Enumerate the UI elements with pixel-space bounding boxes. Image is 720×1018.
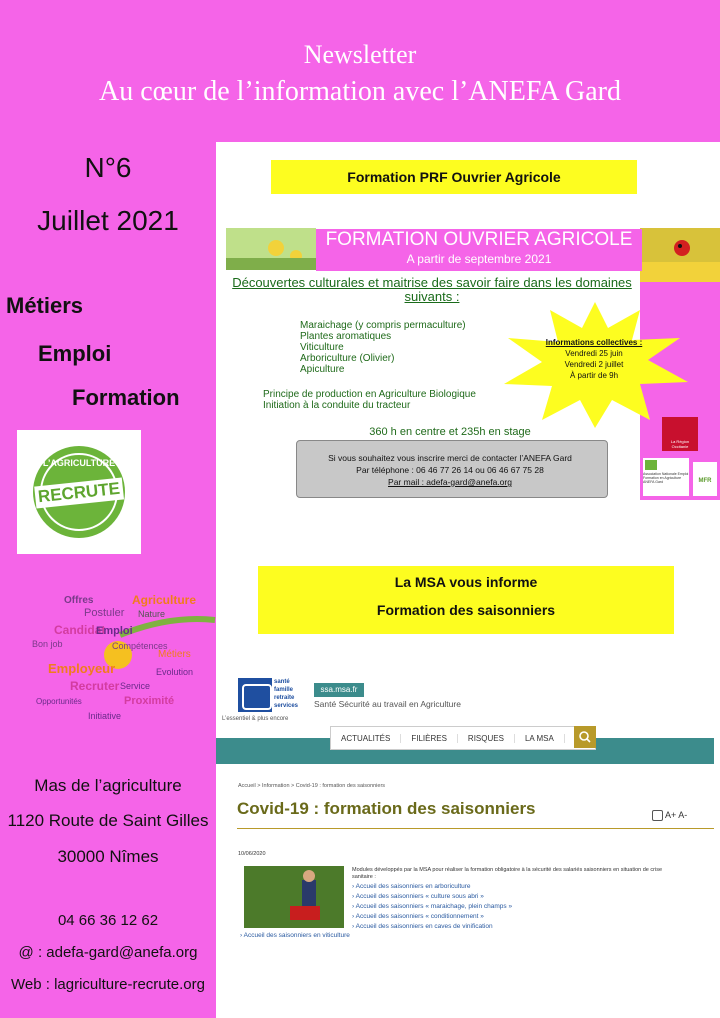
newsletter-subtitle: Au cœur de l’information avec l’ANEFA Gard xyxy=(99,76,621,107)
word-offres: Offres xyxy=(64,595,94,606)
principe-item: Initiation à la conduite du tracteur xyxy=(263,400,411,411)
search-icon xyxy=(574,726,596,748)
breadcrumb: Accueil > Information > Covid-19 : formation des saisonniers xyxy=(238,783,386,789)
msa-logo xyxy=(238,678,272,712)
intro-text: Modules développés par la MSA pour réaliser la formation obligatoire à la sécurité des salariés saisonniers en situation de crise sanitaire : xyxy=(352,867,662,880)
word-agriculture: Agriculture xyxy=(132,593,197,607)
section2-heading-box xyxy=(258,566,674,634)
msa-line: services xyxy=(274,703,299,709)
domaine-item: Arboriculture (Olivier) xyxy=(300,353,395,364)
word-initiative: Initiative xyxy=(88,711,122,721)
banner-title: FORMATION OUVRIER AGRICOLE xyxy=(325,229,633,250)
nav-la-msa[interactable]: LA MSA xyxy=(515,734,565,743)
address-line-1: Mas de l’agriculture xyxy=(34,776,182,795)
contact-line-1: Si vous souhaitez vous inscrire merci de contacter l’ANEFA Gard xyxy=(328,453,572,463)
section2-heading1: La MSA vous informe xyxy=(394,574,538,590)
anefa-logo xyxy=(643,458,689,496)
word-proximite: Proximité xyxy=(124,695,175,707)
ssa-name: Santé Sécurité au travail en Agriculture xyxy=(314,699,461,709)
section1-heading: Formation PRF Ouvrier Agricole xyxy=(271,160,637,194)
email[interactable]: @ : adefa-gard@anefa.org xyxy=(18,944,198,961)
nav-filieres[interactable]: FILIÈRES xyxy=(401,734,458,743)
mfr-logo-text: MFR xyxy=(698,478,712,484)
msa-tagline: L’essentiel & plus encore xyxy=(222,716,289,722)
keyword-formation: Formation xyxy=(72,385,180,410)
mfr-logo xyxy=(693,462,717,496)
print-icon[interactable] xyxy=(652,810,663,821)
word-cloud xyxy=(20,575,220,735)
anefa-logo-text: Association Nationale Emploi Formation en Agriculture xyxy=(643,472,689,480)
ssa-url[interactable]: ssa.msa.fr xyxy=(314,683,364,697)
msa-nav xyxy=(330,726,596,750)
keyword-emploi: Emploi xyxy=(38,341,112,366)
modules-links xyxy=(352,882,512,932)
infos-time: À partir de 9h xyxy=(569,371,619,380)
contact-line-2: Par téléphone : 06 46 77 26 14 ou 06 46 67 75 28 xyxy=(356,465,544,475)
word-opportunites: Opportunités xyxy=(36,697,82,706)
module-link-viticulture[interactable]: › Accueil des saisonniers en viticulture xyxy=(240,932,350,939)
word-evolution: Evolution xyxy=(156,667,194,677)
issue-date: Juillet 2021 xyxy=(37,205,179,236)
msa-lines xyxy=(274,678,298,710)
occitanie-logo-text: La Région Occitanie xyxy=(670,439,690,449)
msa-line: famille xyxy=(274,687,294,693)
logo-top-text: L’AGRICULTURE xyxy=(42,458,116,468)
newsletter-header xyxy=(0,0,720,142)
infos-title: Informations collectives : xyxy=(545,338,643,347)
ladybug-photo xyxy=(640,228,720,282)
domaine-item: Apiculture xyxy=(300,364,345,375)
word-postuler: Postuler xyxy=(84,607,125,619)
publish-date: 10/06/2020 xyxy=(238,851,266,857)
title-divider xyxy=(237,828,714,829)
domaine-item: Viticulture xyxy=(300,342,344,353)
word-emploi: Emploi xyxy=(96,625,133,637)
nav-actualites[interactable]: ACTUALITÉS xyxy=(331,734,401,743)
banner-subtitle: A partir de septembre 2021 xyxy=(406,252,552,266)
font-size-controls[interactable] xyxy=(652,810,687,821)
domaines-list xyxy=(300,320,466,375)
search-button[interactable] xyxy=(574,726,596,748)
address-line-3: 30000 Nîmes xyxy=(57,847,159,866)
word-candidat: Candidat xyxy=(54,623,106,637)
section2-heading2: Formation des saisonniers xyxy=(376,602,556,618)
vineyard-photo xyxy=(244,866,344,928)
word-recruter: Recruter xyxy=(70,679,120,693)
domaine-item: Maraichage (y compris permaculture) xyxy=(300,320,466,331)
phone: 04 66 36 12 62 xyxy=(57,912,159,929)
word-service: Service xyxy=(120,681,151,691)
word-metiers: Métiers xyxy=(158,649,191,660)
lagriculture-recrute-logo xyxy=(17,430,141,554)
word-competences: Compétences xyxy=(112,641,168,651)
infos-date-2: Vendredi 2 juillet xyxy=(564,360,624,369)
msa-line: santé xyxy=(274,679,290,685)
logo-main-text: RECRUTE xyxy=(37,478,121,507)
nav-risques[interactable]: RISQUES xyxy=(458,734,515,743)
banner-title-block xyxy=(316,229,642,271)
module-link[interactable]: › Accueil des saisonniers « maraichage, plein champs » xyxy=(352,903,513,910)
newsletter-title: Newsletter xyxy=(303,40,417,69)
page-title: Covid-19 : formation des saisonniers xyxy=(237,799,536,818)
anefa-gard-text: ANEFA Gard xyxy=(643,480,664,484)
issue-number: N°6 xyxy=(84,152,132,183)
keyword-metiers: Métiers xyxy=(6,293,84,318)
msa-line: retraite xyxy=(274,695,295,701)
principe-item: Principe de production en Agriculture Biologique xyxy=(263,389,476,400)
infos-date-1: Vendredi 25 juin xyxy=(565,349,623,358)
heures-text: 360 h en centre et 235h en stage xyxy=(369,426,531,438)
word-employeur: Employeur xyxy=(48,661,116,676)
address-line-2: 1120 Route de Saint Gilles xyxy=(7,811,209,830)
principes-list xyxy=(263,389,476,411)
domaine-item: Plantes aromatiques xyxy=(300,331,392,342)
module-link[interactable]: › Accueil des saisonniers « conditionnement » xyxy=(352,913,484,920)
occitanie-logo xyxy=(662,417,698,451)
flower-photo-left xyxy=(226,228,316,270)
contact-block xyxy=(300,452,600,488)
word-nature: Nature xyxy=(138,609,166,619)
infos-collectives xyxy=(538,337,650,381)
website[interactable]: Web : lagriculture-recrute.org xyxy=(11,976,205,993)
decouvertes-heading: Découvertes culturales et maitrise des savoir faire dans les domaines suivants : xyxy=(232,275,632,304)
module-link[interactable]: › Accueil des saisonniers « culture sous abri » xyxy=(352,893,484,900)
font-size-text[interactable]: A+ A- xyxy=(665,810,688,820)
module-link[interactable]: › Accueil des saisonniers en caves de vinification xyxy=(352,923,493,930)
word-bon-job: Bon job xyxy=(32,639,63,649)
contact-mail[interactable]: Par mail : adefa-gard@anefa.org xyxy=(388,477,512,487)
module-link[interactable]: › Accueil des saisonniers en arboriculture xyxy=(352,883,471,890)
